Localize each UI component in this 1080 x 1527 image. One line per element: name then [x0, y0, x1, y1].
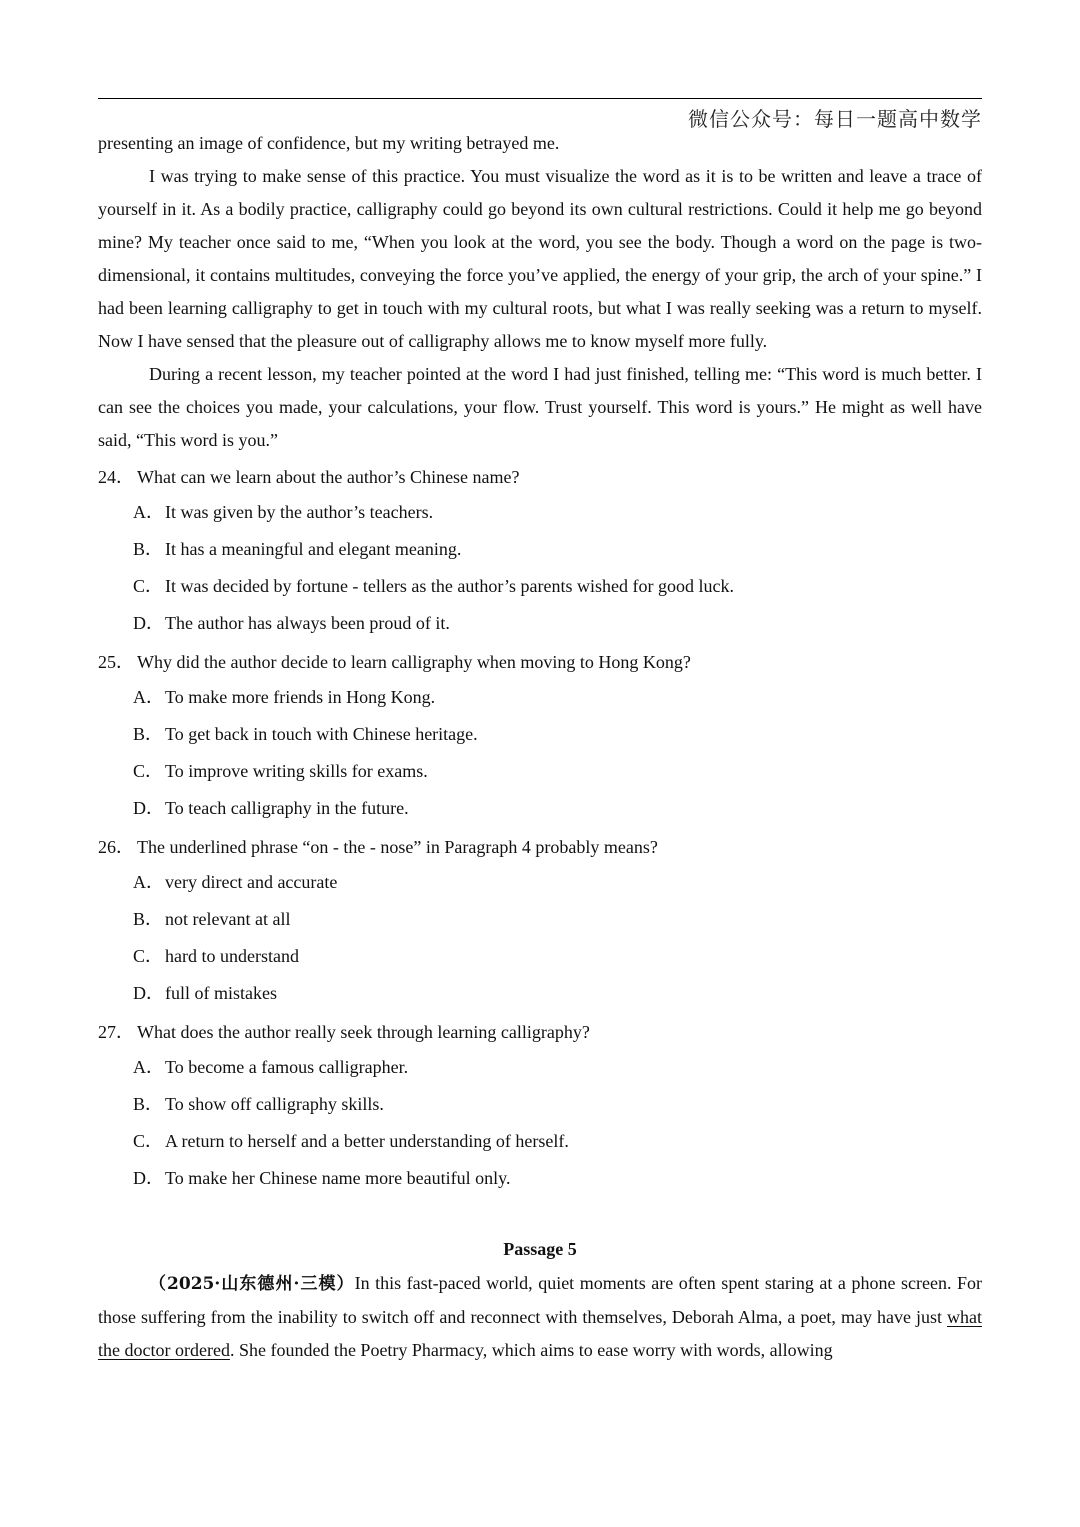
option-letter: A．	[133, 1057, 164, 1077]
option-text: A return to herself and a better understanding of herself.	[165, 1131, 569, 1151]
question-text: The underlined phrase “on - the - nose” in Paragraph 4 probably means?	[137, 837, 658, 857]
option-letter: B．	[133, 1094, 164, 1114]
option-letter: C．	[133, 576, 164, 596]
question-number: 25．	[98, 652, 134, 672]
underlined-phrase: what the doctor ordered	[98, 1307, 982, 1360]
option	[98, 975, 982, 1012]
option-letter: B．	[133, 724, 164, 744]
option	[98, 1049, 982, 1086]
paragraph: presenting an image of confidence, but my writing betrayed me.	[98, 133, 560, 153]
option-letter: D．	[133, 1168, 164, 1188]
option	[98, 1160, 982, 1197]
option-text: not relevant at all	[165, 909, 291, 929]
option	[98, 1123, 982, 1160]
option-text: To teach calligraphy in the future.	[165, 798, 409, 818]
option	[98, 1086, 982, 1123]
header-rule	[98, 98, 982, 99]
option	[98, 753, 982, 790]
option-text: To become a famous calligrapher.	[165, 1057, 409, 1077]
option-text: To get back in touch with Chinese heritage.	[165, 724, 478, 744]
option-letter: D．	[133, 798, 164, 818]
option-text: It has a meaningful and elegant meaning.	[165, 539, 462, 559]
question-24	[98, 461, 982, 642]
option	[98, 864, 982, 901]
option-letter: D．	[133, 983, 164, 1003]
option	[98, 679, 982, 716]
option	[98, 716, 982, 753]
option-letter: B．	[133, 539, 164, 559]
option-letter: A．	[133, 502, 164, 522]
question-27	[98, 1016, 982, 1197]
question-number: 24．	[98, 467, 134, 487]
option-letter: A．	[133, 687, 164, 707]
option	[98, 494, 982, 531]
question-number: 26．	[98, 837, 134, 857]
option-text: To show off calligraphy skills.	[165, 1094, 384, 1114]
paragraph: During a recent lesson, my teacher pointed at the word I had just finished, telling me: “This word is much better. I can see the choices you made, your calculations, your flow. Trust yourself. This word is yours.” He might as well have said, “This word is you.”	[98, 364, 982, 450]
option-text: To make her Chinese name more beautiful only.	[165, 1168, 511, 1188]
passage-source: （2025·山东德州·三模）	[149, 1274, 355, 1294]
question-number: 27．	[98, 1022, 134, 1042]
question-26	[98, 831, 982, 1012]
option	[98, 605, 982, 642]
option	[98, 568, 982, 605]
option-letter: B．	[133, 909, 164, 929]
option-text: The author has always been proud of it.	[165, 613, 450, 633]
header-text: 微信公众号：每日一题高中数学	[688, 107, 982, 131]
paragraph: I was trying to make sense of this practice. You must visualize the word as it is to be written and leave a trace of yourself in it. As a bodily practice, calligraphy could go beyond its own cultural restrictions. Could it help me go beyond mine? My teacher once said to me, “When you look at the word, you see the body. Though a word on the page is two-dimensional, it contains multitudes, conveying the force you’ve applied, the energy of your grip, the arch of your spine.” I had been learning calligraphy to get in touch with my cultural roots, but what I was really seeking was a return to myself. Now I have sensed that the pleasure out of calligraphy allows me to know myself more fully.	[98, 166, 982, 351]
option	[98, 790, 982, 827]
passage-text: . She founded the Poetry Pharmacy, which aims to ease worry with words, allowing	[229, 1340, 833, 1360]
option	[98, 901, 982, 938]
option-text: It was decided by fortune - tellers as the author’s parents wished for good luck.	[165, 576, 735, 596]
question-text: What can we learn about the author’s Chinese name?	[137, 467, 520, 487]
passage-text: In this fast-paced world, quiet moments are often spent staring at a phone screen. For those suffering from the inability to switch off and reconnect with themselves, Deborah Alma, a poet, may have just	[98, 1273, 982, 1327]
option-text: To make more friends in Hong Kong.	[165, 687, 436, 707]
option-letter: C．	[133, 946, 164, 966]
option-text: To improve writing skills for exams.	[165, 761, 428, 781]
question-stem	[98, 831, 982, 864]
option-text: full of mistakes	[165, 983, 277, 1003]
question-stem	[98, 461, 982, 494]
page-content	[98, 127, 982, 1367]
option-letter: D．	[133, 613, 164, 633]
question-text: Why did the author decide to learn calligraphy when moving to Hong Kong?	[137, 652, 691, 672]
option-text: hard to understand	[165, 946, 299, 966]
passage-title: Passage 5	[503, 1239, 577, 1259]
question-stem	[98, 1016, 982, 1049]
option-letter: C．	[133, 761, 164, 781]
passage-paragraph	[98, 1267, 982, 1367]
question-25	[98, 646, 982, 827]
option-text: It was given by the author’s teachers.	[165, 502, 434, 522]
option-letter: C．	[133, 1131, 164, 1151]
option-text: very direct and accurate	[165, 872, 338, 892]
option-letter: A．	[133, 872, 164, 892]
option	[98, 938, 982, 975]
question-text: What does the author really seek through learning calligraphy?	[137, 1022, 590, 1042]
option	[98, 531, 982, 568]
question-stem	[98, 646, 982, 679]
